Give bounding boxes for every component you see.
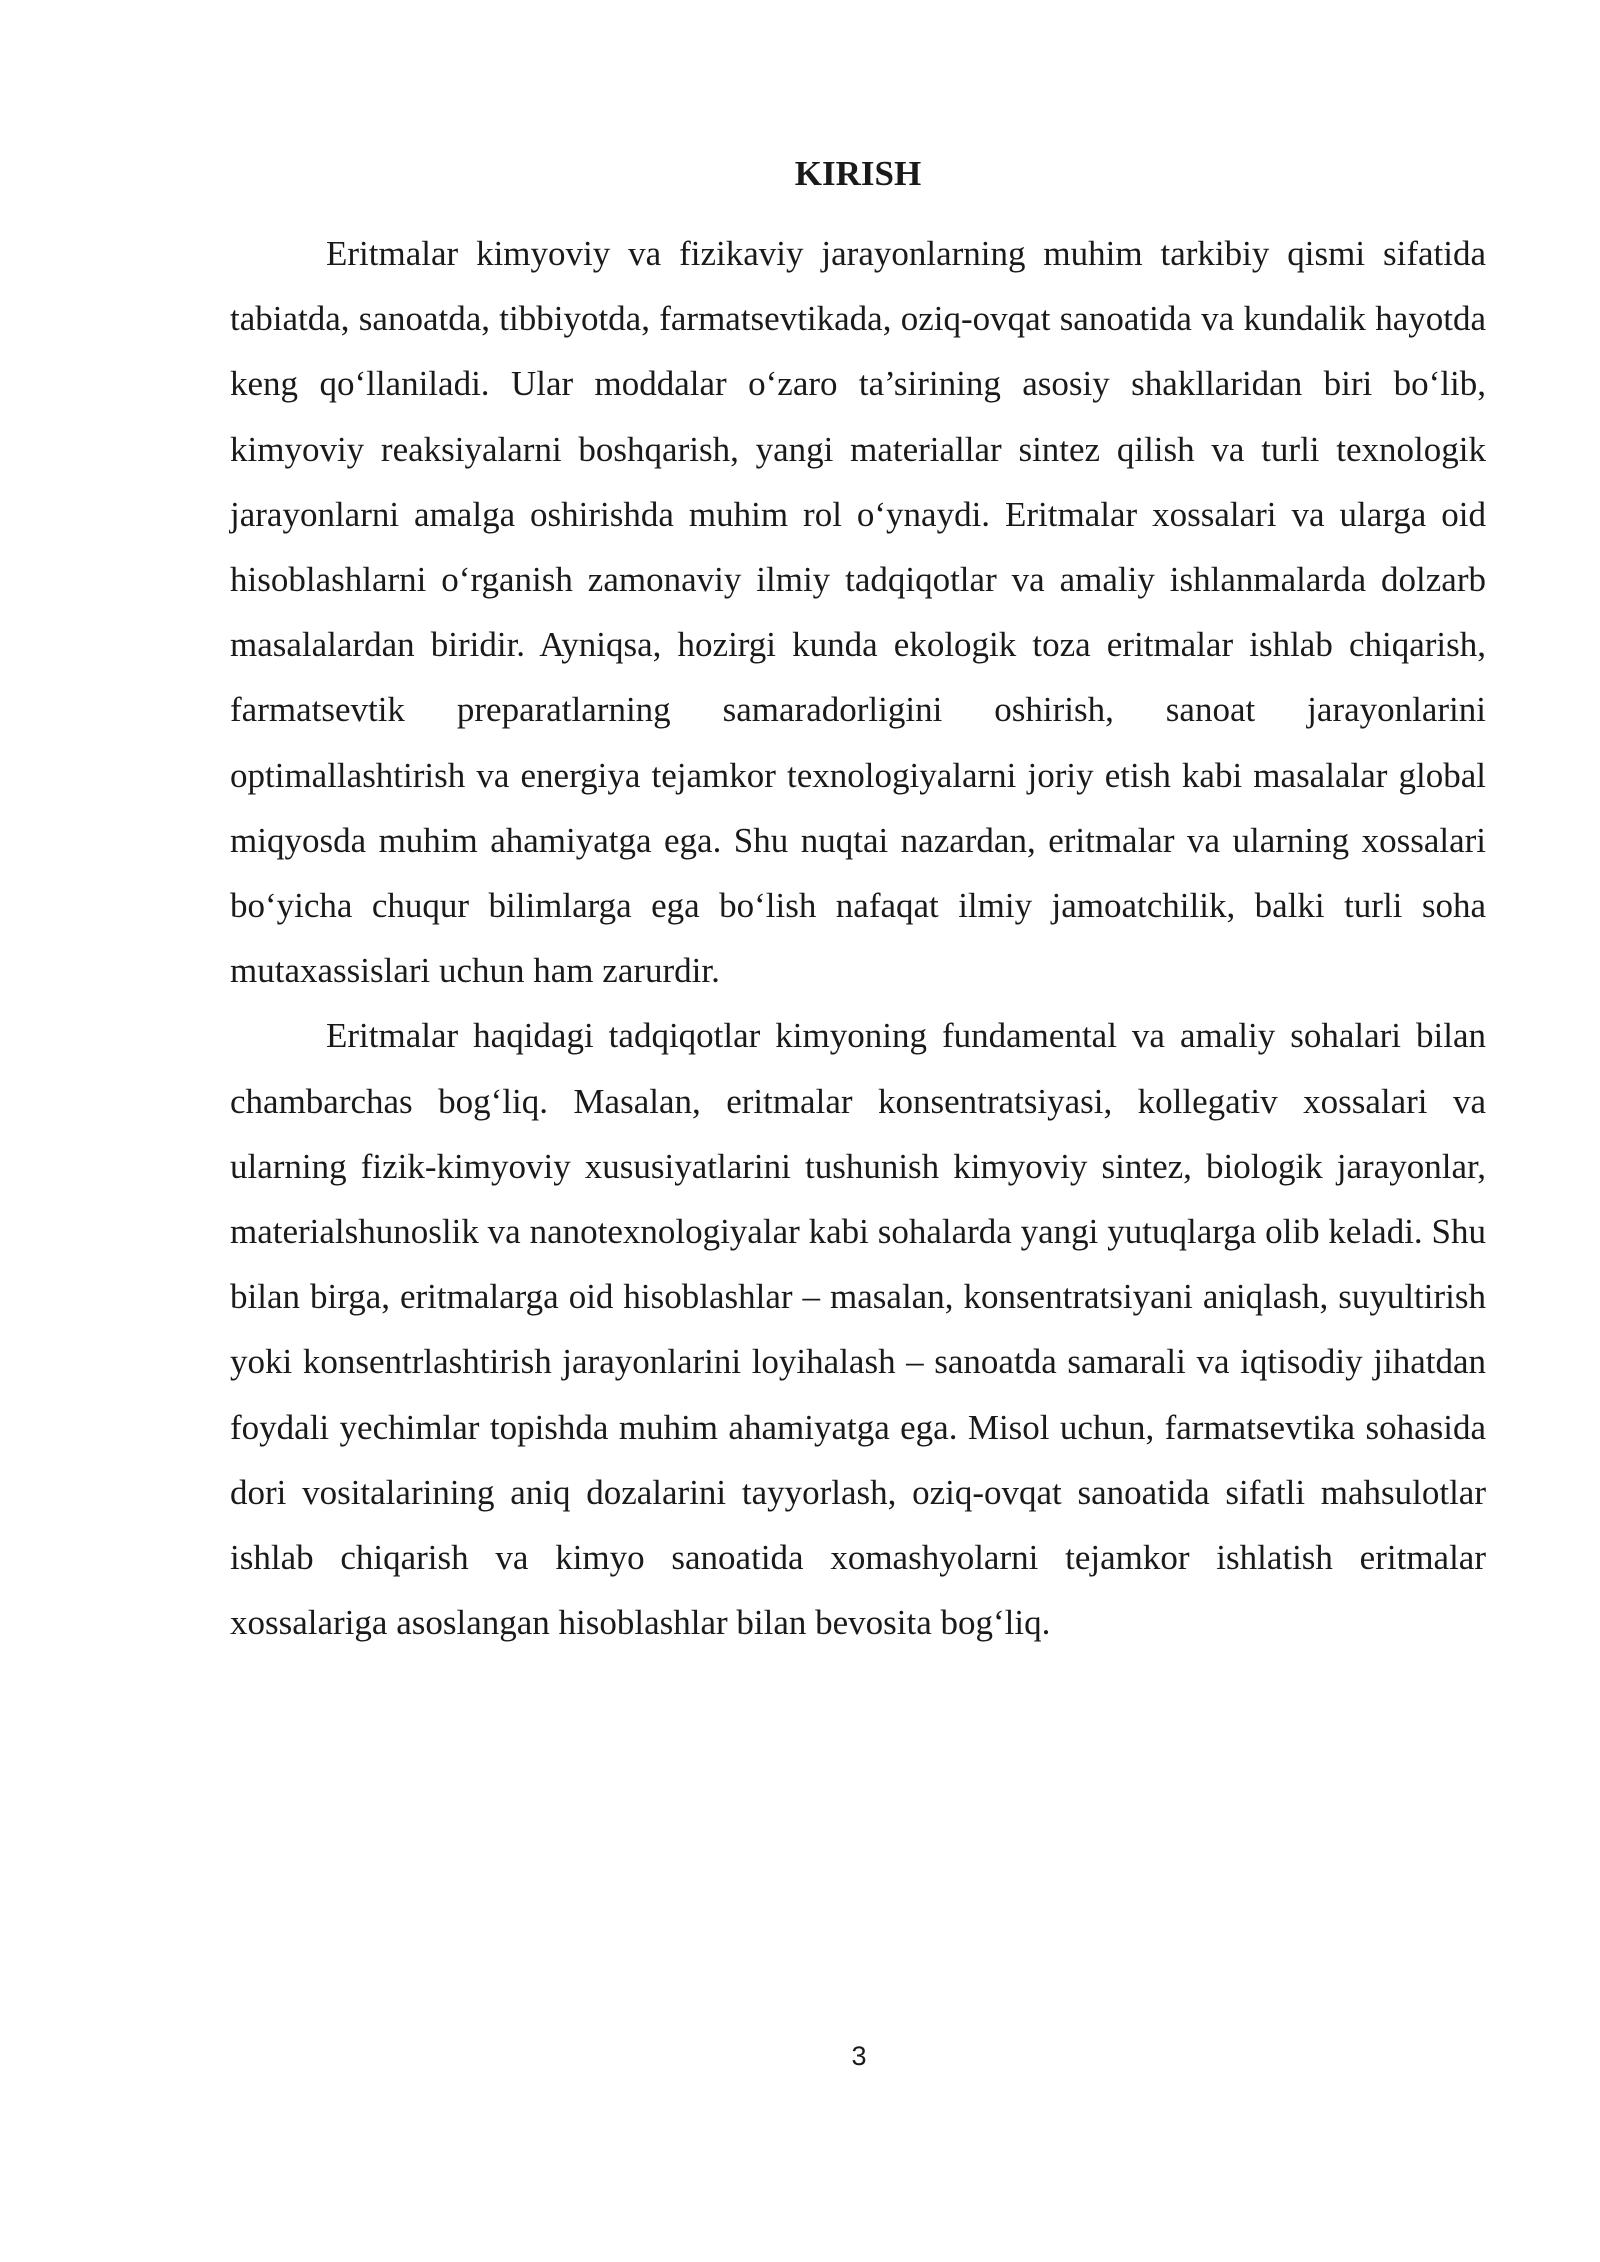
paragraph-2: Eritmalar haqidagi tadqiqotlar kimyoning fundamental va amaliy sohalari bilan chambarchas bog‘liq. Masalan, eritmalar konsentratsiyasi, kollegativ xossalari va ularning fizik-kimyoviy xususiyatlarini tushunish kimyoviy sintez, biologik jarayonlar, materialshunoslik va nanotexnologiyalar kabi sohalarda yangi yutuqlarga olib keladi. Shu bilan birga, eritmalarga oid hisoblashlar – masalan, konsentratsiyani aniqlash, suyultirish yoki konsentrlashtirish jarayonlarini loyihalash – sanoatda samarali va iqtisodiy jihatdan foydali yechimlar topishda muhim ahamiyatga ega. Misol uchun, farmatsevtika sohasida dori vositalarining aniq dozalarini tayyorlash, oziq-ovqat sanoatida sifatli mahsulotlar ishlab chiqarish va kimyo sanoatida xomashyolarni tejamkor ishlatish eritmalar xossalariga asoslangan hisoblashlar bilan bevosita bog‘liq.: [230, 1016, 1486, 1643]
page-number: 3: [851, 2041, 867, 2071]
paragraph-1: Eritmalar kimyoviy va fizikaviy jarayonlarning muhim tarkibiy qismi sifatida tabiatda, sanoatda, tibbiyotda, farmatsevtikada, oziq-ovqat sanoatida va kundalik hayotda keng qo‘llaniladi. Ular moddalar o‘zaro ta’sirining asosiy shakllaridan biri bo‘lib, kimyoviy reaksiyalarni boshqarish, yangi materiallar sintez qilish va turli texnologik jarayonlarni amalga oshirishda muhim rol o‘ynaydi. Eritmalar xossalari va ularga oid hisoblashlarni o‘rganish zamonaviy ilmiy tadqiqotlar va amaliy ishlanmalarda dolzarb masalalardan biridir. Ayniqsa, hozirgi kunda ekologik toza eritmalar ishlab chiqarish, farmatsevtik preparatlarning samaradorligini oshirish, sanoat jarayonlarini optimallashtirish va energiya tejamkor texnologiyalarni joriy etish kabi masalalar global miqyosda muhim ahamiyatga ega. Shu nuqtai nazardan, eritmalar va ularning xossalari bo‘yicha chuqur bilimlarga ega bo‘lish nafaqat ilmiy jamoatchilik, balki turli soha mutaxassislari uchun ham zarurdir.: [230, 234, 1486, 991]
section-heading: KIRISH: [794, 154, 922, 193]
body-text: [230, 221, 1486, 1655]
